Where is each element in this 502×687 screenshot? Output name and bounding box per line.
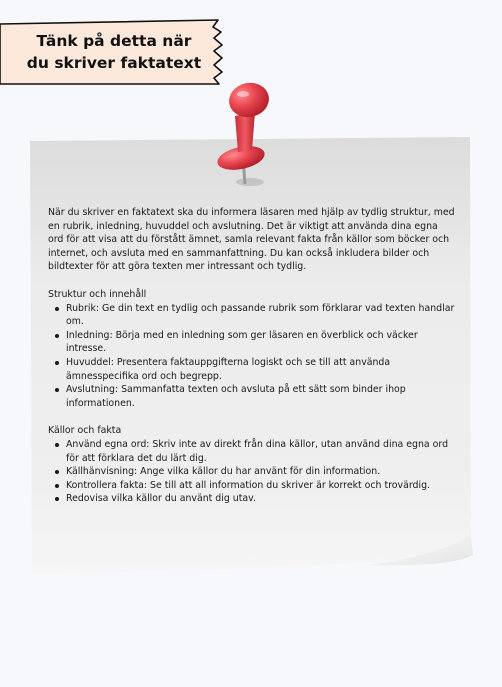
list-item: Källhänvisning: Ange vilka källor du har använt för din information. [66,465,456,479]
list-item: Huvuddel: Presentera faktauppgifterna logiskt och se till att använda ämnesspecifika ord och begrepp. [66,356,456,383]
sources-list [48,438,456,506]
list-item: Redovisa vilka källor du använt dig utav. [66,492,456,506]
list-item: Använd egna ord: Skriv inte av direkt från dina källor, utan använd dina egna ord för att förklara det du lärt dig. [66,438,456,465]
push-pin-icon [205,78,295,188]
title-banner [0,18,228,86]
section-heading-sources: Källor och fakta [48,425,122,437]
title-line-2: du skriver faktatext [26,54,202,72]
intro-paragraph: När du skriver en faktatext ska du informera läsaren med hjälp av tydlig struktur, med en rubrik, inledning, huvuddel och avslutning. Det är viktigt att använda dina egna ord för att visa att du förstått ämnet, samla relevant fakta från källor som böcker och internet, och avsluta med en sammanfattning. Du kan också inkludera bilder och bildtexter för att göra texten mer intressant och tydlig. [48,207,455,273]
page-title [0,18,228,86]
list-item: Avslutning: Sammanfatta texten och avsluta på ett sätt som binder ihop informationen. [66,383,456,410]
list-item: Rubrik: Ge din text en tydlig och passande rubrik som förklarar vad texten handlar om. [66,302,455,328]
list-item: Inledning: Börja med en inledning som ger läsaren en överblick och väcker intresse. [66,329,456,356]
title-line-1: Tänk på detta när [36,32,192,50]
section-heading-structure: Struktur och innehåll [48,288,147,300]
note-content [48,206,456,506]
structure-list [48,302,456,411]
list-item: Kontrollera fakta: Se till att all information du skriver är korrekt och trovärdig. [66,479,456,493]
